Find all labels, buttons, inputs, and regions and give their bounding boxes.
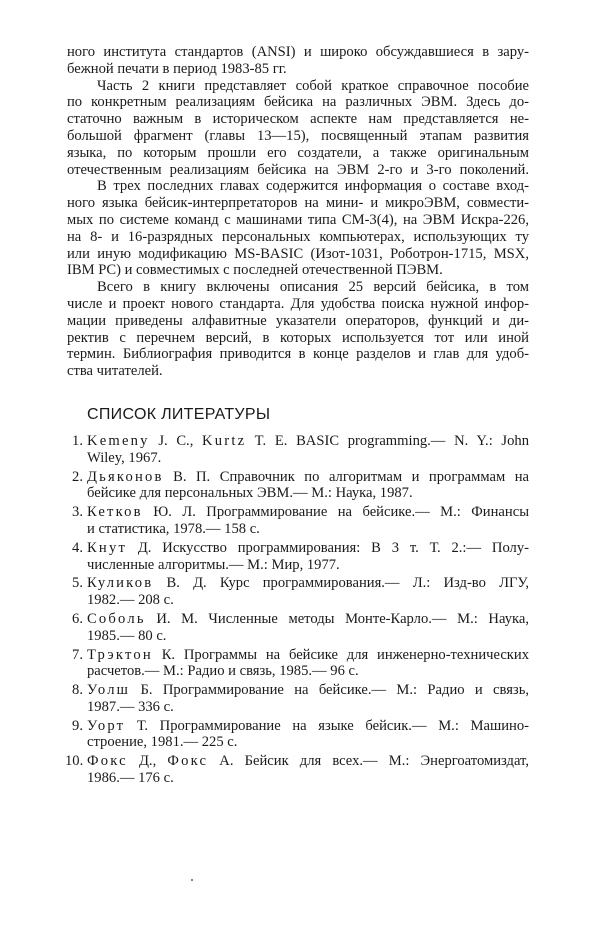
text-line: большой фрагмент (главы 13—15), посвященный этапам развития — [67, 127, 529, 144]
text-line: статочно важным в историческом аспекте нам представляется не- — [67, 111, 529, 128]
text-line: мации приведены алфавитные указатели операторов, функций и ди- — [67, 312, 529, 329]
text-line: на 8- и 16-разрядных персональных компьютерах, использующих ту — [67, 228, 529, 245]
author-name: Кетков — [87, 504, 143, 521]
text-line: термин. Библиография приводится в конце разделов и глав для удоб- — [67, 346, 529, 363]
text-line: языка, по которым прошли его создатели, а также оригинальным — [67, 144, 529, 161]
author-name: Дьяконов — [87, 468, 164, 485]
author-name: Соболь — [87, 610, 146, 627]
text-line: бежной печати в период 1983-85 гг. — [67, 60, 287, 77]
text-line: и статистика, 1978.— 158 с. — [87, 520, 260, 537]
paragraph-part-two — [67, 78, 529, 179]
item-number: 5. — [72, 575, 83, 592]
text-line: 1986.— 176 с. — [87, 770, 174, 787]
text-line: или иную модификацию MS-BASIC (Изот-1031, Роботрон-1715, MSX, — [67, 245, 529, 262]
text-fragment: Ю. Л. Программирование на бейсике.— М.: Финансы — [142, 504, 529, 521]
text-line: 1985.— 80 с. — [87, 627, 167, 644]
text-fragment: J. C., — [149, 432, 203, 449]
scan-speck — [191, 879, 193, 881]
text-line: по конкретным реализациям бейсика на различных ЭВМ. Здесь до- — [67, 94, 529, 111]
author-name: Фокс — [87, 753, 128, 770]
bibliography-item — [67, 718, 529, 752]
author-name: Уорт — [87, 717, 126, 734]
text-line: отечественным реализациям бейсика на ЭВМ 2-го и 3-го поколений. — [67, 161, 529, 178]
bibliography-item — [67, 504, 529, 538]
text-fragment: T. E. BASIC programming.— N. Y.: John — [246, 432, 529, 449]
text-line: числе и проект нового стандарта. Для удобства поиска нужной инфор- — [67, 295, 529, 312]
text-fragment: А. Бейсик для всех.— М.: Энергоатомиздат, — [208, 753, 529, 770]
bibliography-item — [67, 647, 529, 681]
text-fragment: В. П. Справочник по алгоритмам и программам на — [163, 468, 529, 485]
author-name: Уолш — [87, 682, 131, 699]
item-number: 10. — [65, 753, 84, 770]
item-number: 9. — [72, 717, 83, 734]
author-name: Кнут — [87, 539, 128, 556]
item-number: 1. — [72, 432, 83, 449]
author-name: Фокс — [167, 753, 209, 770]
author-name: Kurtz — [202, 432, 247, 449]
text-line: IBM PC) и совместимых с последней отечественной ПЭВМ. — [67, 262, 443, 279]
item-number: 4. — [72, 539, 83, 556]
author-name: Kemeny — [87, 432, 150, 449]
bibliography-item — [67, 575, 529, 609]
book-page — [67, 44, 529, 789]
text-line: 1982.— 208 с. — [87, 592, 174, 609]
text-fragment: Т. Программирование на языке бейсик.— М.: Машино- — [125, 717, 529, 734]
item-number: 6. — [72, 610, 83, 627]
bibliography-heading: СПИСОК ЛИТЕРАТУРЫ — [87, 405, 271, 423]
item-number: 7. — [72, 646, 83, 663]
item-number: 3. — [72, 504, 83, 521]
bibliography-item — [67, 753, 529, 787]
paragraph-last-chapters — [67, 178, 529, 279]
text-line: ного института стандартов (ANSI) и широко обсуждавшиеся в зару- — [67, 44, 529, 60]
bibliography-item — [67, 433, 529, 467]
text-line: расчетов.— М.: Радио и связь, 1985.— 96 с. — [87, 663, 359, 680]
bibliography-item — [67, 611, 529, 645]
text-line: 1987.— 336 с. — [87, 698, 174, 715]
text-line: мых по системе команд с машинами типа СМ-3(4), на ЭВМ Искра-226, — [67, 211, 529, 228]
bibliography-list — [67, 433, 529, 787]
text-fragment: К. Программы на бейсике для инженерно-технических — [152, 646, 529, 663]
text-line: Wiley, 1967. — [87, 449, 162, 466]
text-line: строение, 1981.— 225 с. — [87, 734, 238, 751]
text-fragment: Д., — [127, 753, 168, 770]
bibliography-item — [67, 540, 529, 574]
text-line: ректив с перечнем версий, в которых используется тот или иной — [67, 329, 529, 346]
text-line: бейсике для персональных ЭВМ.— М.: Наука, 1987. — [87, 485, 413, 502]
text-fragment: Д. Искусство программирования: В 3 т. Т. 2.:— Полу- — [127, 539, 529, 556]
text-line: ного языка бейсик-интерпретаторов на мини- и микроЭВМ, совмести- — [67, 195, 529, 212]
bibliography-item — [67, 469, 529, 503]
paragraph-ansi — [67, 44, 529, 78]
bibliography-item — [67, 682, 529, 716]
item-number: 2. — [72, 468, 83, 485]
text-line: численные алгоритмы.— М.: Мир, 1977. — [87, 556, 340, 573]
text-line: В трех последних главах содержится информация о составе вход- — [97, 178, 529, 195]
text-fragment: Б. Программирование на бейсике.— М.: Радио и связь, — [130, 682, 529, 699]
text-line: Часть 2 книги представляет собой краткое справочное пособие — [97, 77, 529, 94]
text-fragment: И. М. Численные методы Монте-Карло.— М.: Наука, — [145, 610, 529, 627]
author-name: Трэктон — [87, 646, 153, 663]
text-line: ства читателей. — [67, 363, 163, 380]
paragraph-versions — [67, 279, 529, 380]
author-name: Куликов — [87, 575, 154, 592]
text-fragment: В. Д. Курс программирования.— Л.: Изд-во ЛГУ, — [153, 575, 529, 592]
item-number: 8. — [72, 682, 83, 699]
text-line: Всего в книгу включены описания 25 версий бейсика, в том — [97, 279, 529, 296]
